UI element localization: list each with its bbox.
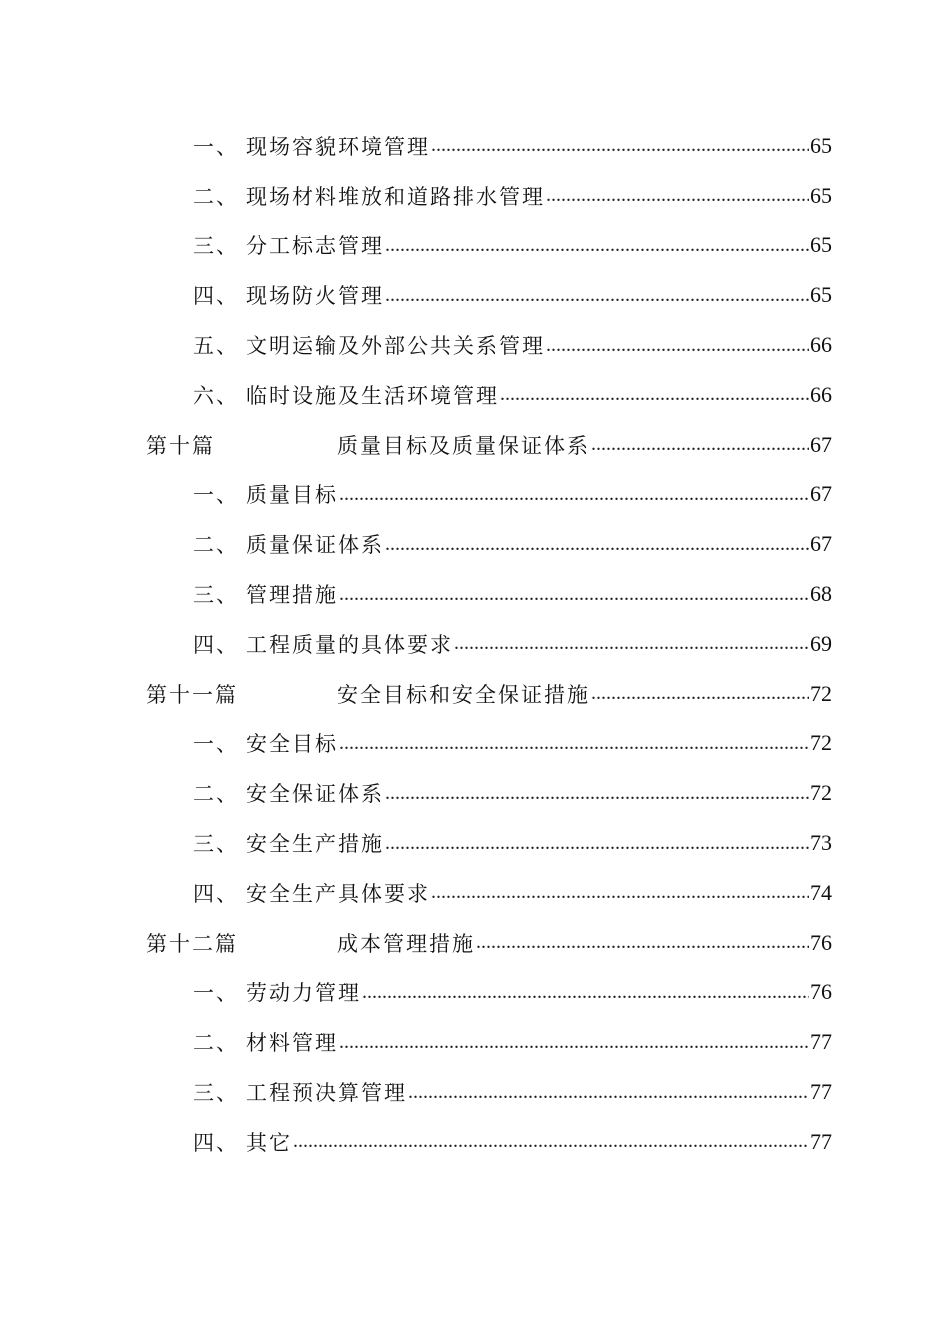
toc-entry[interactable] [0,221,950,271]
toc-entry-number: 四、 [193,881,239,906]
toc-chapter-title: 质量目标及质量保证体系 [337,433,590,458]
toc-entry-title: 工程质量的具体要求 [246,632,453,657]
toc-entry-title: 分工标志管理 [246,234,384,259]
toc-entry-page: 77 [810,1029,832,1055]
toc-entry-title: 材料管理 [246,1031,338,1056]
toc-chapter-entry[interactable] [0,420,950,470]
toc-entry[interactable] [0,1017,950,1067]
toc-entry-number: 一、 [193,483,239,508]
toc-entry-page: 69 [810,630,832,656]
table-of-contents [0,121,950,1167]
toc-entry-page: 67 [810,431,832,457]
dot-leader [546,334,809,357]
toc-entry-page: 65 [810,282,832,308]
dot-leader [385,533,809,556]
dot-leader [339,483,809,506]
toc-entry-page: 72 [810,780,832,806]
toc-entry-title: 现场容貌环境管理 [246,134,430,159]
toc-entry-number: 四、 [193,632,239,657]
dot-leader [385,782,809,805]
toc-entry-number: 三、 [193,234,239,259]
toc-chapter-number: 第十一篇 [146,682,238,707]
toc-chapter-title: 成本管理措施 [337,931,475,956]
toc-chapter-entry[interactable] [0,669,950,719]
dot-leader [362,981,809,1004]
toc-entry-page: 67 [810,481,832,507]
dot-leader [408,1081,809,1104]
toc-entry-page: 67 [810,531,832,557]
toc-entry-title: 安全生产措施 [246,832,384,857]
dot-leader [546,184,809,207]
dot-leader [454,632,809,655]
dot-leader [431,134,809,157]
toc-entry-title: 现场防火管理 [246,284,384,309]
toc-entry-title: 临时设施及生活环境管理 [246,383,499,408]
toc-entry[interactable] [0,619,950,669]
toc-entry-page: 77 [810,1128,832,1154]
toc-entry-title: 安全目标 [246,732,338,757]
toc-entry[interactable] [0,370,950,420]
toc-entry[interactable] [0,868,950,918]
toc-entry[interactable] [0,171,950,221]
toc-entry[interactable] [0,1067,950,1117]
toc-entry-number: 四、 [193,1130,239,1155]
toc-entry-page: 72 [810,730,832,756]
toc-entry-title: 质量保证体系 [246,533,384,558]
toc-entry[interactable] [0,768,950,818]
toc-entry[interactable] [0,121,950,171]
toc-chapter-entry[interactable] [0,918,950,968]
toc-entry-number: 三、 [193,583,239,608]
dot-leader [339,732,809,755]
toc-entry-number: 二、 [193,184,239,209]
toc-entry[interactable] [0,519,950,569]
dot-leader [293,1130,809,1153]
toc-entry[interactable] [0,719,950,769]
toc-entry-page: 66 [810,381,832,407]
dot-leader [385,284,809,307]
toc-entry-number: 六、 [193,383,239,408]
dot-leader [339,1031,809,1054]
toc-chapter-title: 安全目标和安全保证措施 [337,682,590,707]
toc-entry-page: 65 [810,132,832,158]
toc-entry-number: 一、 [193,134,239,159]
toc-entry[interactable] [0,1117,950,1167]
dot-leader [500,383,809,406]
toc-entry-title: 文明运输及外部公共关系管理 [246,334,545,359]
toc-entry-page: 65 [810,182,832,208]
toc-entry-title: 劳动力管理 [246,981,361,1006]
toc-entry-number: 五、 [193,334,239,359]
toc-entry-page: 65 [810,232,832,258]
dot-leader [385,234,809,257]
toc-entry-title: 安全生产具体要求 [246,881,430,906]
toc-entry-number: 二、 [193,782,239,807]
toc-entry-page: 66 [810,332,832,358]
dot-leader [339,583,809,606]
toc-entry[interactable] [0,320,950,370]
toc-entry-title: 安全保证体系 [246,782,384,807]
toc-entry[interactable] [0,818,950,868]
toc-entry-page: 76 [810,929,832,955]
toc-entry-number: 一、 [193,732,239,757]
toc-entry-page: 74 [810,879,832,905]
toc-entry-title: 管理措施 [246,583,338,608]
toc-entry[interactable] [0,569,950,619]
toc-entry-number: 二、 [193,533,239,558]
dot-leader [591,433,809,456]
toc-entry-number: 三、 [193,832,239,857]
toc-entry-number: 二、 [193,1031,239,1056]
dot-leader [431,881,809,904]
dot-leader [476,931,809,954]
toc-entry-title: 工程预决算管理 [246,1081,407,1106]
dot-leader [385,832,809,855]
toc-chapter-number: 第十篇 [146,433,215,458]
toc-entry-title: 现场材料堆放和道路排水管理 [246,184,545,209]
toc-entry-page: 76 [810,979,832,1005]
toc-entry[interactable] [0,270,950,320]
toc-entry-page: 73 [810,830,832,856]
toc-entry-number: 三、 [193,1081,239,1106]
toc-entry-number: 一、 [193,981,239,1006]
dot-leader [591,682,809,705]
toc-entry[interactable] [0,470,950,520]
toc-entry-number: 四、 [193,284,239,309]
toc-entry-title: 其它 [246,1130,292,1155]
toc-entry-page: 77 [810,1079,832,1105]
toc-entry-page: 72 [810,680,832,706]
toc-entry-title: 质量目标 [246,483,338,508]
toc-entry[interactable] [0,968,950,1018]
toc-chapter-number: 第十二篇 [146,931,238,956]
toc-entry-page: 68 [810,581,832,607]
